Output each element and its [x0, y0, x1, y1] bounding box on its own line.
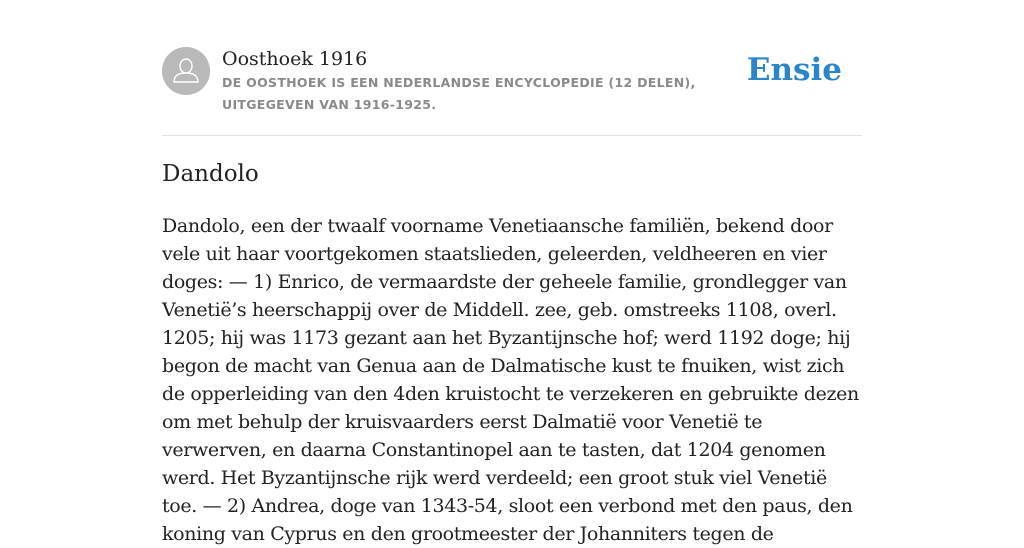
- brand-logo[interactable]: Ensie: [746, 52, 842, 88]
- entry-header: [162, 44, 862, 136]
- user-avatar-icon[interactable]: [162, 47, 210, 95]
- source-title[interactable]: Oosthoek 1916: [222, 48, 368, 70]
- source-description: DE OOSTHOEK IS EEN NEDERLANDSE ENCYCLOPEDIE (12 DELEN), UITGEGEVEN VAN 1916-1925.: [222, 75, 696, 112]
- entry-title: Dandolo: [162, 161, 259, 187]
- entry-body: Dandolo, een der twaalf voorname Venetiaansche familiën, bekend door vele uit haar voortgekomen staatslieden, geleerden, veldheeren en vier doges: — 1) Enrico, de vermaardste der geheele familie, grondlegger van Venetië’s heerschappij over de Middell. zee, geb. omstreeks 1108, overl. 1205; hij was 1173 gezant aan het Byzantijnsche hof; werd 1192 doge; hij begon de macht van Genua aan de Dalmatische kust te fnuiken, wist zich de opperleiding van den 4den kruistocht te verzekeren en gebruikte dezen om met behulp der kruisvaarders eerst Dalmatië voor Venetië te verwerven, en daarna Constantinopel aan te tasten, dat 1204 genomen werd. Het Byzantijnsche rijk werd verdeeld; een groot stuk viel Venetië toe. — 2) Andrea, doge van 1343-54, sloot een verbond met den paus, den koning van Cyprus en den grootmeester der Johanniters tegen de: [162, 215, 859, 545]
- header-divider: [162, 135, 862, 136]
